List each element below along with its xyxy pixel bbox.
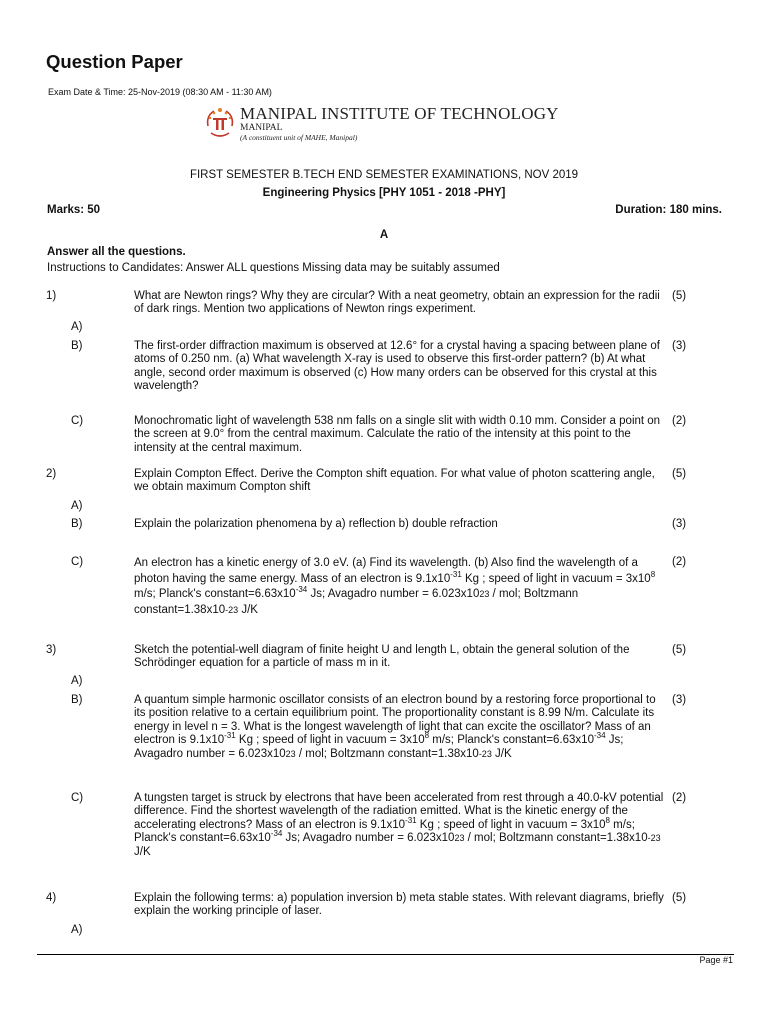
course-title: Engineering Physics [PHY 1051 - 2018 -PHY]: [262, 187, 506, 199]
sub-question-label: B): [71, 340, 83, 352]
page-title: Question Paper: [46, 51, 183, 72]
answer-all-heading: Answer all the questions.: [47, 246, 186, 258]
question-text: A tungsten target is struck by electrons that have been accelerated from rest through a 40.0-kV potential difference. Find the shortest wavelength of the radiation emitted. What is the kinetic energy of the accelerating electrons? Mass of an electron is $9.1x10^{-31}$ Kg ; speed of light in vacuum = $3x10^8$ m/s; Planck's $constant=6.63x10^{-34}$ Js; Avagadro number = 6.023x1023 / mol; Boltzmann constant=1.38x10-23 J/K: [134, 792, 664, 858]
exam-date: Exam Date & Time: 25-Nov-2019 (08:30 AM - 11:30 AM): [48, 87, 272, 97]
footer-divider: [37, 954, 734, 955]
question-number: 1): [46, 290, 57, 302]
total-marks: Marks: 50: [47, 204, 101, 216]
question-text: A quantum simple harmonic oscillator consists of an electron bound by a restoring force proportional to its position relative to a certain equilibrium point. The proportionality constant is 8.99 N/m. Calculate its energy in level n = 3. What is the longest wavelength of light that can excite the oscillator? Mass of an electron is $9.1x10^{-31}$ Kg ; speed of light in vacuum = $3x10^8$ m/s; Planck's $constant=6.63x10^{-34}$ Js; Avagadro number = 6.023x1023 / mol; Boltzmann constant=1.38x10-23 J/K: [134, 694, 656, 760]
question-text: What are Newton rings? Why they are circular? With a neat geometry, obtain an expression for the radii of dark rings. Mention two applications of Newton rings experiment.: [134, 290, 660, 316]
institute-name: MANIPAL INSTITUTE OF TECHNOLOGY: [240, 104, 559, 123]
question-marks: (2): [672, 415, 687, 427]
question-text: The first-order diffraction maximum is observed at 12.6° for a crystal having a spacing between plane of atoms of 0.250 nm. (a) What wavelength X-ray is used to observe this first-order pattern? (b) At what angle, second order maximum is observed (c) How many orders can be observed for this crystal at this wavelength?: [134, 340, 660, 393]
section-label: A: [379, 229, 389, 241]
sub-question-label: C): [71, 415, 84, 427]
question-marks: (3): [672, 340, 687, 352]
sub-question-label: A): [71, 321, 83, 333]
page-number: Page #1: [699, 955, 733, 965]
sub-question-label: A): [71, 924, 83, 936]
question-marks: (3): [672, 694, 687, 706]
question-marks: (5): [672, 892, 687, 904]
sub-question-label: B): [71, 694, 83, 706]
sub-question-label: C): [71, 556, 84, 568]
question-marks: (5): [672, 644, 687, 656]
question-marks: (5): [672, 290, 687, 302]
question-text: Explain the following terms: a) population inversion b) meta stable states. With relevant diagrams, briefly explain the working principle of laser.: [134, 892, 664, 918]
sub-question-label: B): [71, 518, 83, 530]
duration: Duration: 180 mins.: [615, 204, 722, 216]
sub-question-label: A): [71, 500, 83, 512]
institute-tagline: (A constituent unit of MAHE, Manipal): [240, 133, 358, 142]
question-number: 2): [46, 468, 57, 480]
instructions: Instructions to Candidates: Answer ALL questions Missing data may be suitably assumed: [47, 262, 500, 274]
question-marks: (2): [672, 556, 687, 568]
question-text: Sketch the potential-well diagram of finite height U and length L, obtain the general solution of the Schrödinger equation for a particle of mass m in it.: [134, 644, 630, 670]
question-text: An electron has a kinetic energy of 3.0 eV. (a) Find its wavelength. (b) Also find the wavelength of a photon having the same energy. Mass of an electron is $9.1x10^{-31}$ Kg ; speed of light in vacuum = $3x10^8$ m/s; Planck's $constant=6.63x10^{-34}$ Js; Avagadro number = 6.023x1023 / mol; Boltzmann constant=1.38x10-23 J/K: [134, 557, 656, 616]
question-marks: (2): [672, 792, 687, 804]
exam-title: FIRST SEMESTER B.TECH END SEMESTER EXAMINATIONS, NOV 2019: [189, 169, 579, 181]
question-number: 3): [46, 644, 57, 656]
institute-city: MANIPAL: [240, 123, 283, 133]
question-text: Explain Compton Effect. Derive the Compton shift equation. For what value of photon scattering angle, we obtain maximum Compton shift: [134, 468, 655, 494]
sub-question-label: A): [71, 675, 83, 687]
question-marks: (3): [672, 518, 687, 530]
question-text: Monochromatic light of wavelength 538 nm falls on a single slit with width 0.10 mm. Consider a point on the screen at 9.0° from the central maximum. Calculate the ratio of the intensity at this point to the intensity at the central maximum.: [134, 415, 661, 454]
question-text: Explain the polarization phenomena by a) reflection b) double refraction: [134, 518, 498, 530]
institute-logo-icon: [204, 106, 236, 140]
question-marks: (5): [672, 468, 687, 480]
sub-question-label: C): [71, 792, 84, 804]
question-number: 4): [46, 892, 57, 904]
